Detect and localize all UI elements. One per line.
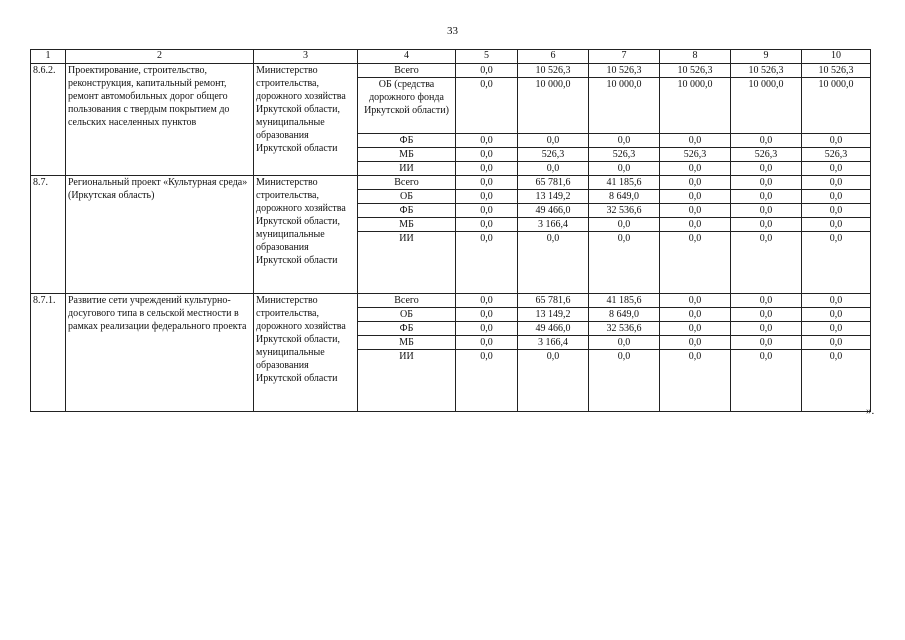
value-cell: 49 466,0 <box>518 204 589 218</box>
row-executor: Министерство строительства, дорожного хозяйства Иркутской области, муниципальные образования Иркутской области <box>254 294 358 412</box>
value-cell: 10 526,3 <box>802 64 871 78</box>
value-cell: 0,0 <box>660 218 731 232</box>
value-cell: 8 649,0 <box>589 308 660 322</box>
value-cell: 0,0 <box>802 162 871 176</box>
value-cell: 0,0 <box>456 134 518 148</box>
value-cell: 0,0 <box>456 162 518 176</box>
value-cell: 0,0 <box>660 294 731 308</box>
header-cell: 2 <box>66 50 254 64</box>
budget-table <box>30 49 871 412</box>
funding-source: Всего <box>358 294 456 308</box>
row-code: 8.6.2. <box>31 64 66 176</box>
funding-source: МБ <box>358 336 456 350</box>
table-row <box>31 64 871 78</box>
header-cell: 9 <box>731 50 802 64</box>
value-cell: 526,3 <box>518 148 589 162</box>
funding-source: Всего <box>358 176 456 190</box>
header-cell: 5 <box>456 50 518 64</box>
value-cell: 0,0 <box>660 134 731 148</box>
value-cell: 0,0 <box>660 204 731 218</box>
value-cell: 0,0 <box>518 134 589 148</box>
value-cell: 0,0 <box>456 336 518 350</box>
value-cell: 0,0 <box>731 322 802 336</box>
value-cell: 10 526,3 <box>589 64 660 78</box>
value-cell: 0,0 <box>802 232 871 294</box>
value-cell: 0,0 <box>731 350 802 412</box>
value-cell: 0,0 <box>660 232 731 294</box>
value-cell: 0,0 <box>456 232 518 294</box>
value-cell: 10 526,3 <box>518 64 589 78</box>
value-cell: 10 000,0 <box>802 78 871 134</box>
value-cell: 0,0 <box>456 218 518 232</box>
value-cell: 0,0 <box>589 336 660 350</box>
funding-source: МБ <box>358 148 456 162</box>
row-executor: Министерство строительства, дорожного хозяйства Иркутской области, муниципальные образования Иркутской области <box>254 64 358 176</box>
funding-source: МБ <box>358 218 456 232</box>
funding-source: ИИ <box>358 350 456 412</box>
value-cell: 10 000,0 <box>518 78 589 134</box>
value-cell: 0,0 <box>802 218 871 232</box>
value-cell: 0,0 <box>802 294 871 308</box>
value-cell: 0,0 <box>731 336 802 350</box>
funding-source: ИИ <box>358 162 456 176</box>
value-cell: 0,0 <box>456 308 518 322</box>
table-row <box>31 294 871 308</box>
value-cell: 0,0 <box>456 322 518 336</box>
header-cell: 3 <box>254 50 358 64</box>
value-cell: 65 781,6 <box>518 176 589 190</box>
value-cell: 65 781,6 <box>518 294 589 308</box>
value-cell: 0,0 <box>660 190 731 204</box>
value-cell: 41 185,6 <box>589 176 660 190</box>
value-cell: 0,0 <box>802 308 871 322</box>
value-cell: 32 536,6 <box>589 322 660 336</box>
value-cell: 0,0 <box>518 162 589 176</box>
value-cell: 0,0 <box>518 350 589 412</box>
value-cell: 0,0 <box>456 350 518 412</box>
header-cell: 6 <box>518 50 589 64</box>
value-cell: 49 466,0 <box>518 322 589 336</box>
value-cell: 10 000,0 <box>660 78 731 134</box>
value-cell: 0,0 <box>456 176 518 190</box>
value-cell: 526,3 <box>731 148 802 162</box>
value-cell: 3 166,4 <box>518 218 589 232</box>
value-cell: 10 526,3 <box>731 64 802 78</box>
row-code: 8.7.1. <box>31 294 66 412</box>
value-cell: 0,0 <box>589 134 660 148</box>
page-number: 33 <box>447 25 458 37</box>
value-cell: 41 185,6 <box>589 294 660 308</box>
row-name: Развитие сети учреждений культурно-досугового типа в сельской местности в рамках реализации федерального проекта <box>66 294 254 412</box>
funding-source: ОБ (средства дорожного фонда Иркутской области) <box>358 78 456 134</box>
value-cell: 0,0 <box>660 308 731 322</box>
value-cell: 13 149,2 <box>518 190 589 204</box>
value-cell: 0,0 <box>802 336 871 350</box>
value-cell: 0,0 <box>802 134 871 148</box>
value-cell: 0,0 <box>456 294 518 308</box>
value-cell: 0,0 <box>660 162 731 176</box>
value-cell: 0,0 <box>731 176 802 190</box>
funding-source: ФБ <box>358 134 456 148</box>
value-cell: 0,0 <box>456 148 518 162</box>
value-cell: 0,0 <box>731 308 802 322</box>
header-cell: 4 <box>358 50 456 64</box>
value-cell: 0,0 <box>731 294 802 308</box>
value-cell: 13 149,2 <box>518 308 589 322</box>
value-cell: 0,0 <box>589 350 660 412</box>
value-cell: 3 166,4 <box>518 336 589 350</box>
value-cell: 0,0 <box>589 162 660 176</box>
value-cell: 0,0 <box>589 218 660 232</box>
funding-source: ФБ <box>358 322 456 336</box>
value-cell: 0,0 <box>456 190 518 204</box>
value-cell: 0,0 <box>660 322 731 336</box>
value-cell: 0,0 <box>660 350 731 412</box>
value-cell: 526,3 <box>802 148 871 162</box>
funding-source: ОБ <box>358 190 456 204</box>
value-cell: 0,0 <box>802 190 871 204</box>
value-cell: 8 649,0 <box>589 190 660 204</box>
value-cell: 0,0 <box>802 350 871 412</box>
value-cell: 0,0 <box>731 134 802 148</box>
header-cell: 7 <box>589 50 660 64</box>
value-cell: 0,0 <box>731 218 802 232</box>
value-cell: 0,0 <box>660 336 731 350</box>
value-cell: 0,0 <box>731 232 802 294</box>
value-cell: 526,3 <box>589 148 660 162</box>
value-cell: 0,0 <box>589 232 660 294</box>
value-cell: 0,0 <box>456 204 518 218</box>
funding-source: ФБ <box>358 204 456 218</box>
value-cell: 10 000,0 <box>589 78 660 134</box>
row-name: Проектирование, строительство, реконструкция, капитальный ремонт, ремонт автомобильных дорог общего пользования с твердым покрытием до сельских населенных пунктов <box>66 64 254 176</box>
row-name: Региональный проект «Культурная среда» (Иркутская область) <box>66 176 254 294</box>
value-cell: 0,0 <box>802 204 871 218</box>
value-cell: 0,0 <box>731 204 802 218</box>
table-row <box>31 176 871 190</box>
value-cell: 0,0 <box>731 190 802 204</box>
value-cell: 0,0 <box>456 64 518 78</box>
header-cell: 10 <box>802 50 871 64</box>
value-cell: 10 000,0 <box>731 78 802 134</box>
value-cell: 526,3 <box>660 148 731 162</box>
value-cell: 0,0 <box>802 322 871 336</box>
value-cell: 0,0 <box>660 176 731 190</box>
value-cell: 0,0 <box>518 232 589 294</box>
row-executor: Министерство строительства, дорожного хозяйства Иркутской области, муниципальные образования Иркутской области <box>254 176 358 294</box>
funding-source: Всего <box>358 64 456 78</box>
value-cell: 0,0 <box>731 162 802 176</box>
header-cell: 1 <box>31 50 66 64</box>
value-cell: 32 536,6 <box>589 204 660 218</box>
row-code: 8.7. <box>31 176 66 294</box>
value-cell: 0,0 <box>802 176 871 190</box>
closing-quote: ». <box>866 405 875 417</box>
funding-source: ИИ <box>358 232 456 294</box>
header-cell: 8 <box>660 50 731 64</box>
funding-source: ОБ <box>358 308 456 322</box>
value-cell: 0,0 <box>456 78 518 134</box>
value-cell: 10 526,3 <box>660 64 731 78</box>
header-row <box>31 50 871 64</box>
